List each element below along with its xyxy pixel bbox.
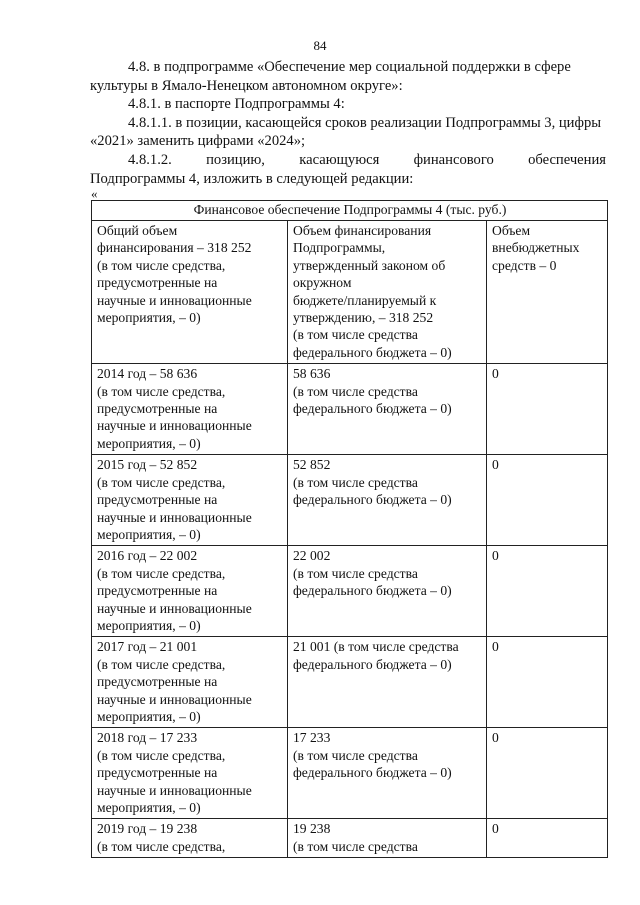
cell-line: 2019 год – 19 238 bbox=[97, 821, 198, 837]
cell-line: (в том числе средства bbox=[293, 747, 418, 763]
year-total-cell bbox=[92, 819, 288, 858]
cell-line: предусмотренные на bbox=[97, 401, 218, 417]
financing-table bbox=[91, 200, 608, 858]
paragraph-4-8-1-2-line2: Подпрограммы 4, изложить в следующей редакции: bbox=[90, 170, 414, 187]
year-extrabudgetary-cell: 0 bbox=[487, 546, 608, 637]
cell-line: федерального бюджета – 0) bbox=[293, 765, 452, 781]
cell-line: научные и инновационные bbox=[97, 292, 252, 308]
cell-line: (в том числе средства, bbox=[97, 383, 226, 399]
table-title-row bbox=[92, 201, 608, 221]
cell-line: (в том числе средства, bbox=[97, 565, 226, 581]
table-header-row bbox=[92, 221, 608, 364]
cell-line: предусмотренные на bbox=[97, 674, 218, 690]
table-row bbox=[92, 728, 608, 819]
cell-line: (в том числе средства, bbox=[97, 656, 226, 672]
cell-line: мероприятия, – 0) bbox=[97, 526, 201, 542]
cell-line: 21 001 (в том числе средства bbox=[293, 639, 459, 655]
paragraph-4-8-1-2-line1: 4.8.1.2. позицию, касающуюся финансового обеспечения bbox=[128, 151, 606, 168]
year-extrabudgetary-cell: 0 bbox=[487, 637, 608, 728]
cell-line: научные и инновационные bbox=[97, 418, 252, 434]
year-extrabudgetary-cell: 0 bbox=[487, 364, 608, 455]
year-program-cell bbox=[288, 728, 487, 819]
cell-line: предусмотренные на bbox=[97, 583, 218, 599]
cell-line: Объем финансирования bbox=[293, 223, 432, 238]
year-program-cell bbox=[288, 455, 487, 546]
header-program-financing bbox=[288, 221, 487, 364]
cell-line: федерального бюджета – 0) bbox=[293, 656, 452, 672]
cell-line: научные и инновационные bbox=[97, 782, 252, 798]
cell-line: 2018 год – 17 233 bbox=[97, 730, 198, 746]
year-program-cell bbox=[288, 364, 487, 455]
table-row bbox=[92, 364, 608, 455]
year-total-cell bbox=[92, 728, 288, 819]
cell-line: мероприятия, – 0) bbox=[97, 310, 201, 326]
cell-line: бюджете/планируемый к bbox=[293, 292, 437, 308]
cell-line: федерального бюджета – 0) bbox=[293, 583, 452, 599]
header-total-financing bbox=[92, 221, 288, 364]
cell-line: предусмотренные на bbox=[97, 492, 218, 508]
cell-line: утверждению, – 318 252 bbox=[293, 310, 434, 326]
header-extrabudgetary bbox=[487, 221, 608, 364]
cell-line: финансирования – 318 252 bbox=[97, 240, 252, 256]
paragraph-4-8-1-1: 4.8.1.1. в позиции, касающейся сроков реализации Подпрограммы 3, цифры «2021» заменить цифрами «2024»; bbox=[90, 114, 602, 150]
cell-line: мероприятия, – 0) bbox=[97, 617, 201, 633]
year-extrabudgetary-cell: 0 bbox=[487, 819, 608, 858]
year-program-cell bbox=[288, 637, 487, 728]
cell-line: средств – 0 bbox=[492, 257, 557, 273]
cell-line: окружном bbox=[293, 275, 352, 291]
paragraph-4-8: 4.8. в подпрограмме «Обеспечение мер социальной поддержки в сфере культуры в Ямало-Ненецком автономном округе»: bbox=[90, 59, 571, 94]
cell-line: мероприятия, – 0) bbox=[97, 800, 201, 815]
year-total-cell bbox=[92, 364, 288, 455]
cell-line: внебюджетных bbox=[492, 240, 580, 256]
body-text bbox=[90, 58, 606, 188]
table-row bbox=[92, 546, 608, 637]
cell-line: (в том числе средства bbox=[293, 565, 418, 581]
page-number: 84 bbox=[313, 38, 327, 53]
cell-line: Объем bbox=[492, 223, 531, 238]
cell-line: федерального бюджета – 0) bbox=[293, 492, 452, 508]
cell-line: научные и инновационные bbox=[97, 691, 252, 707]
cell-line: (в том числе средства bbox=[293, 838, 418, 854]
year-program-cell bbox=[288, 819, 487, 858]
cell-line: научные и инновационные bbox=[97, 509, 252, 525]
cell-line: (в том числе средства, bbox=[97, 257, 226, 273]
year-extrabudgetary-cell: 0 bbox=[487, 728, 608, 819]
cell-line: научные и инновационные bbox=[97, 600, 252, 616]
cell-line: 2015 год – 52 852 bbox=[97, 457, 198, 473]
opening-quote-mark: « bbox=[91, 186, 98, 201]
year-extrabudgetary-cell: 0 bbox=[487, 455, 608, 546]
cell-line: 2016 год – 22 002 bbox=[97, 548, 198, 564]
cell-line: Подпрограммы, bbox=[293, 240, 386, 256]
cell-line: (в том числе средства bbox=[293, 327, 418, 343]
cell-line: (в том числе средства bbox=[293, 383, 418, 399]
cell-line: предусмотренные на bbox=[97, 765, 218, 781]
cell-line: Общий объем bbox=[97, 223, 178, 238]
cell-line: (в том числе средства bbox=[293, 474, 418, 490]
cell-line: мероприятия, – 0) bbox=[97, 435, 201, 451]
cell-line: 52 852 bbox=[293, 457, 331, 473]
cell-line: 58 636 bbox=[293, 366, 331, 382]
cell-line: предусмотренные на bbox=[97, 275, 218, 291]
cell-line: 17 233 bbox=[293, 730, 331, 746]
table-title: Финансовое обеспечение Подпрограммы 4 (тыс. руб.) bbox=[92, 201, 608, 221]
cell-line: 2017 год – 21 001 bbox=[97, 639, 198, 655]
table-row bbox=[92, 455, 608, 546]
year-program-cell bbox=[288, 546, 487, 637]
cell-line: 19 238 bbox=[293, 821, 331, 837]
cell-line: 22 002 bbox=[293, 548, 331, 564]
table-row bbox=[92, 637, 608, 728]
cell-line: (в том числе средства, bbox=[97, 474, 226, 490]
cell-line: (в том числе средства, bbox=[97, 747, 226, 763]
cell-line: утвержденный законом об bbox=[293, 257, 446, 273]
paragraph-4-8-1: 4.8.1. в паспорте Подпрограммы 4: bbox=[128, 96, 345, 113]
cell-line: федерального бюджета – 0) bbox=[293, 344, 452, 360]
cell-line: федерального бюджета – 0) bbox=[293, 401, 452, 417]
year-total-cell bbox=[92, 546, 288, 637]
table-row bbox=[92, 819, 608, 858]
cell-line: (в том числе средства, bbox=[97, 838, 226, 854]
year-total-cell bbox=[92, 455, 288, 546]
cell-line: 2014 год – 58 636 bbox=[97, 366, 198, 382]
year-total-cell bbox=[92, 637, 288, 728]
cell-line: мероприятия, – 0) bbox=[97, 708, 201, 724]
